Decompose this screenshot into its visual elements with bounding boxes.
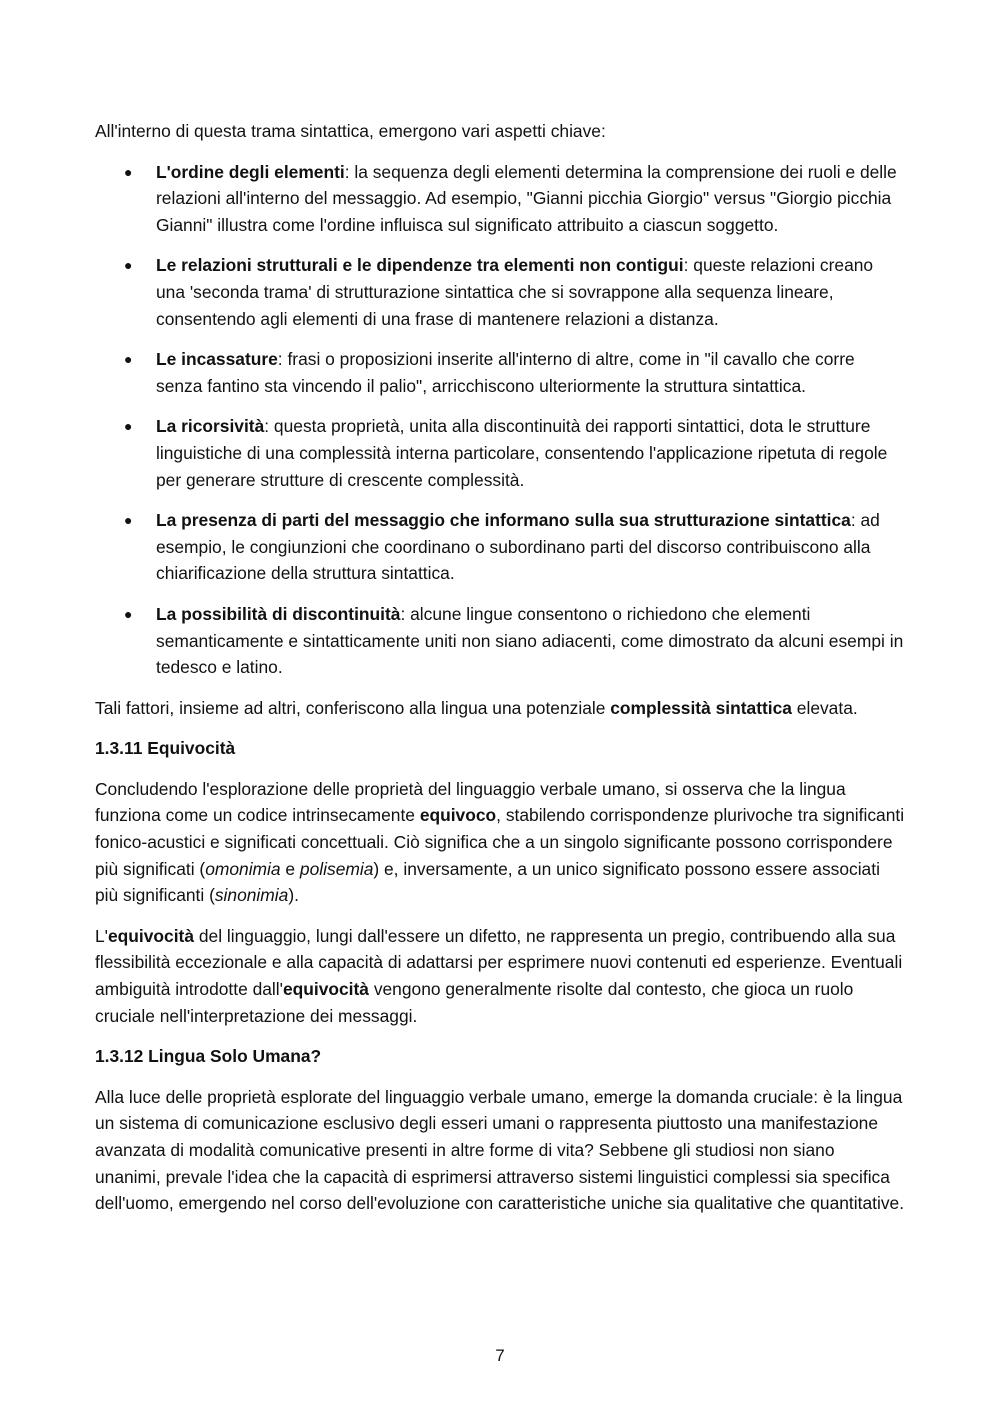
list-item-term: L'ordine degli elementi bbox=[156, 161, 345, 182]
list-item bbox=[95, 346, 905, 399]
text-run: ). bbox=[288, 885, 299, 906]
equivocita-paragraph-2 bbox=[95, 923, 905, 1029]
bold-term: equivocità bbox=[108, 925, 195, 946]
conclusion-text-end: elevata. bbox=[791, 697, 858, 718]
key-aspects-list bbox=[95, 159, 905, 681]
bullet-icon: ● bbox=[124, 257, 133, 274]
conclusion-text: Tali fattori, insieme ad altri, conferiscono alla lingua una potenziale bbox=[95, 697, 611, 718]
italic-term: polisemia bbox=[299, 858, 374, 879]
list-item bbox=[95, 159, 905, 239]
list-item-text: : queste relazioni creano una 'seconda trama' di strutturazione sintattica che si sovrappone alla sequenza lineare, consentendo agli elementi di una frase di mantenere relazioni a distanza. bbox=[156, 255, 874, 329]
italic-term: omonimia bbox=[205, 858, 281, 879]
bullet-icon: ● bbox=[124, 163, 133, 180]
list-item-term: La ricorsività bbox=[156, 416, 265, 437]
list-item-text: : frasi o proposizioni inserite all'interno di altre, come in "il cavallo che corre senza fantino sta vincendo il palio", arricchiscono ulteriormente la struttura sintattica. bbox=[156, 349, 855, 396]
list-item-text: : questa proprietà, unita alla discontinuità dei rapporti sintattici, dota le strutture linguistiche di una complessità interna particolare, consentendo l'applicazione ripetuta di regole per generare strutture di crescente complessità. bbox=[156, 416, 888, 490]
section-heading-lingua-solo-umana: 1.3.12 Lingua Solo Umana? bbox=[95, 1046, 322, 1067]
list-item-term: La possibilità di discontinuità bbox=[156, 603, 401, 624]
list-item bbox=[95, 413, 905, 493]
text-run: , stabilendo corrispondenze plurivoche tra significanti fonico-acustici e significati concettuali. Ciò significa che a un singolo significante possono corrispondere più significati ( bbox=[95, 805, 905, 879]
text-run: del linguaggio, lungi dall'essere un difetto, ne rappresenta un pregio, contribuendo alla sua flessibilità eccezionale e alla capacità di adattarsi per esprimere nuovi contenuti ed esperienze. Eventuali ambiguità introdotte dall' bbox=[95, 925, 903, 1000]
text-run: ) e, inversamente, a un unico significato possono essere associati più significanti ( bbox=[95, 858, 880, 906]
list-item-term: Le relazioni strutturali e le dipendenze tra elementi non contigui bbox=[156, 255, 684, 276]
equivocita-paragraph-1 bbox=[95, 776, 905, 909]
bullet-icon: ● bbox=[124, 351, 133, 368]
italic-term: sinonimia bbox=[214, 885, 289, 906]
conclusion-paragraph bbox=[95, 695, 905, 722]
list-item-text: : ad esempio, le congiunzioni che coordinano o subordinano parti del discorso contribuiscono alla chiarificazione della struttura sintattica. bbox=[156, 510, 880, 584]
text-run: Concludendo l'esplorazione delle proprietà del linguaggio verbale umano, si osserva che la lingua funziona come un codice intrinsecamente bbox=[95, 778, 846, 826]
text-run: e bbox=[280, 858, 300, 879]
list-item bbox=[95, 252, 905, 332]
list-item-text: : la sequenza degli elementi determina la comprensione dei ruoli e delle relazioni all'interno del messaggio. Ad esempio, "Gianni picchia Giorgio" versus "Giorgio picchia Gianni" illustra come l'ordine influisca sul significato attribuito a ciascun soggetto. bbox=[156, 161, 897, 235]
list-item bbox=[95, 601, 905, 681]
document-body bbox=[95, 118, 905, 1231]
list-item bbox=[95, 507, 905, 587]
list-item-term: Le incassature bbox=[156, 349, 278, 370]
lingua-solo-umana-paragraph: Alla luce delle proprietà esplorate del linguaggio verbale umano, emerge la domanda cruciale: è la lingua un sistema di comunicazione esclusivo degli esseri umani o rappresenta piuttosto una manifestazione avanzata di modalità comunicative presenti in altre forme di vita? Sebbene gli studiosi non siano unanimi, prevale l'idea che la capacità di esprimersi attraverso sistemi linguistici complessi sia specifica dell'uomo, emergendo nel corso dell'evoluzione con caratteristiche uniche sia qualitative che quantitative. bbox=[95, 1086, 905, 1214]
list-item-text: : alcune lingue consentono o richiedono che elementi semanticamente e sintatticamente uniti non siano adiacenti, come dimostrato da alcuni esempi in tedesco e latino. bbox=[156, 603, 904, 678]
conclusion-term: complessità sintattica bbox=[610, 697, 792, 718]
bold-term: equivocità bbox=[282, 979, 369, 1000]
list-item-term: La presenza di parti del messaggio che informano sulla sua strutturazione sintattica bbox=[156, 510, 851, 531]
text-run: vengono generalmente risolte dal contesto, che gioca un ruolo cruciale nell'interpretazione dei messaggi. bbox=[95, 979, 854, 1026]
page-number: 7 bbox=[495, 1346, 505, 1365]
text-run: L' bbox=[95, 925, 108, 946]
bullet-icon: ● bbox=[124, 418, 133, 435]
bold-term: equivoco bbox=[419, 805, 497, 826]
bullet-icon: ● bbox=[124, 605, 133, 622]
section-heading-equivocita: 1.3.11 Equivocità bbox=[95, 738, 236, 759]
intro-paragraph: All'interno di questa trama sintattica, emergono vari aspetti chiave: bbox=[95, 121, 606, 141]
bullet-icon: ● bbox=[124, 512, 133, 529]
